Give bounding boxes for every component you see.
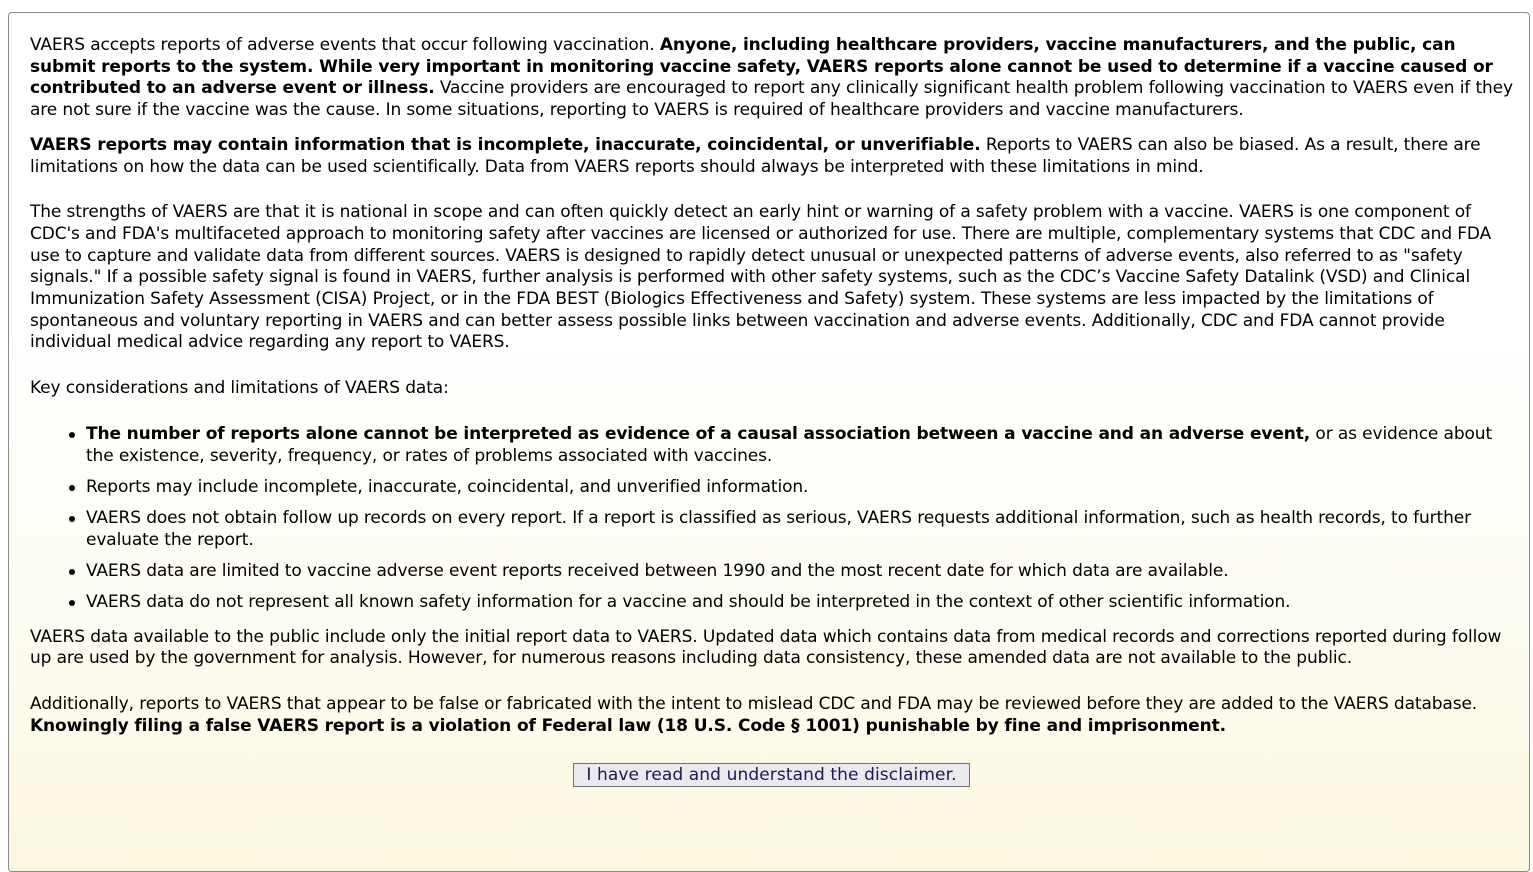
button-row xyxy=(30,763,1513,787)
reports-warning-text: Reports to VAERS can also be biased. As a result, there are limitations on how the data can be used scientifically. Data from VAERS reports should always be interpreted with these limitations in mind. xyxy=(30,134,1481,177)
list-item xyxy=(86,424,1513,467)
intro-bold-statement: Anyone, including healthcare providers, vaccine manufacturers, and the public, can submit reports to the system. While very important in monitoring vaccine safety, VAERS reports alone cannot be used to determine if a vaccine caused or contributed to an adverse event or illness. xyxy=(30,35,1493,99)
list-item-text: or as evidence about the existence, severity, frequency, or rates of problems associated with vaccines. xyxy=(86,423,1493,466)
list-item: VAERS does not obtain follow up records on every report. If a report is classified as serious, VAERS requests additional information, such as health records, to further evaluate the report. xyxy=(86,508,1513,551)
acknowledge-disclaimer-button[interactable]: I have read and understand the disclaimer. xyxy=(573,763,969,787)
limitations-list xyxy=(30,424,1513,614)
list-item: VAERS data are limited to vaccine adverse event reports received between 1990 and the most recent date for which data are available. xyxy=(86,561,1513,583)
disclaimer-panel xyxy=(8,12,1530,872)
list-item: Reports may include incomplete, inaccurate, coincidental, and unverified information. xyxy=(86,477,1513,499)
public-data-paragraph: VAERS data available to the public include only the initial report data to VAERS. Updated data which contains data from medical records and corrections reported during follow up are used by the government for analysis. However, for numerous reasons including data consistency, these amended data are not available to the public. xyxy=(30,626,1502,669)
key-considerations-heading: Key considerations and limitations of VAERS data: xyxy=(30,378,449,399)
false-reports-paragraph xyxy=(30,694,1513,737)
intro-text-2: Vaccine providers are encouraged to report any clinically significant health problem following vaccination to VAERS even if they are not sure if the vaccine was the cause. In some situations, reporting to VAERS is required of healthcare providers and vaccine manufacturers. xyxy=(30,78,1513,121)
strengths-paragraph: The strengths of VAERS are that it is national in scope and can often quickly detect an early hint or warning of a safety problem with a vaccine. VAERS is one component of CDC's and FDA's multifaceted approach to monitoring safety after vaccines are licensed or authorized for use. There are multiple, complementary systems that CDC and FDA use to capture and validate data from different sources. VAERS is designed to rapidly detect unusual or unexpected patterns of adverse events, also referred to as "safety signals." If a possible safety signal is found in VAERS, further analysis is performed with other safety systems, such as the CDC’s Vaccine Safety Datalink (VSD) and Clinical Immunization Safety Assessment (CISA) Project, or in the FDA BEST (Biologics Effectiveness and Safety) system. These systems are less impacted by the limitations of spontaneous and voluntary reporting in VAERS and can better assess possible links between vaccination and adverse events. Additionally, CDC and FDA cannot provide individual medical advice regarding any report to VAERS. xyxy=(30,202,1492,353)
reports-warning-bold: VAERS reports may contain information that is incomplete, inaccurate, coincidental, or unverifiable. xyxy=(30,134,981,155)
federal-law-warning: Knowingly filing a false VAERS report is a violation of Federal law (18 U.S. Code § 1001) punishable by fine and imprisonment. xyxy=(30,715,1226,736)
intro-text-1: VAERS accepts reports of adverse events that occur following vaccination. xyxy=(30,35,660,55)
list-item: VAERS data do not represent all known safety information for a vaccine and should be interpreted in the context of other scientific information. xyxy=(86,592,1513,614)
false-reports-text: Additionally, reports to VAERS that appear to be false or fabricated with the intent to mislead CDC and FDA may be reviewed before they are added to the VAERS database. xyxy=(30,694,1478,715)
intro-paragraph xyxy=(30,35,1513,122)
list-item-bold: The number of reports alone cannot be interpreted as evidence of a causal association between a vaccine and an adverse event, xyxy=(86,423,1311,444)
reports-warning-paragraph xyxy=(30,135,1513,178)
